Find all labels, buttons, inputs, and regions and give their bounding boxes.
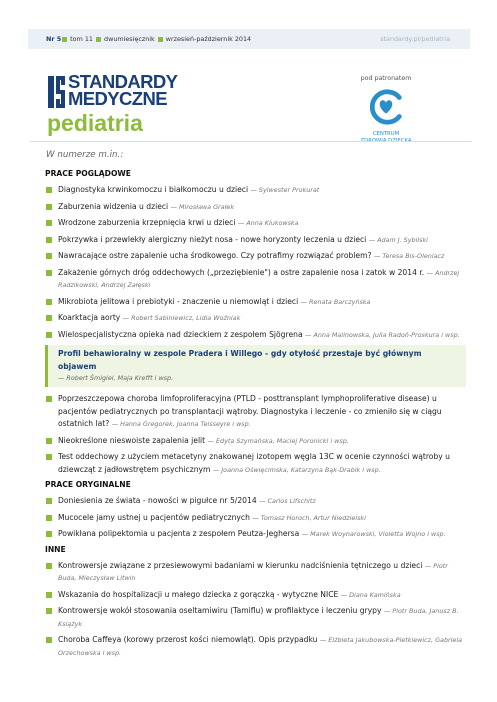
patron-org-line1: CENTRUM bbox=[372, 131, 400, 137]
article-authors: — Robert Sabiniewicz, Lidia Woźniak bbox=[122, 314, 241, 322]
featured-authors: — Robert Śmigiel, Maja Krefft i wsp. bbox=[58, 374, 174, 382]
bullet-icon bbox=[46, 438, 52, 444]
article-authors: — Andrzej Radzikowski, Andrzej Załęski bbox=[58, 268, 460, 289]
article-item[interactable] bbox=[46, 605, 466, 630]
patronage bbox=[355, 75, 417, 145]
article-title[interactable]: Kontrowersje związane z przesiewowymi badaniami w kierunku nadciśnienia tętniczego u dzieci bbox=[58, 560, 423, 570]
brand-line2: MEDYCZNE bbox=[68, 88, 168, 109]
bullet-icon bbox=[46, 637, 52, 643]
article-title[interactable]: Choroba Caffeya (korowy przerost kości niemowląt). Opis przypadku bbox=[58, 635, 318, 644]
article-title[interactable]: Mikrobiota jelitowa i prebiotyki - znaczenie u niemowląt i dzieci bbox=[58, 296, 299, 306]
article-item[interactable] bbox=[46, 329, 466, 342]
article-authors: — Edyta Szymańska, Maciej Poronicki i wsp. bbox=[207, 436, 349, 445]
section-heading-original: PRACE ORYGINALNE bbox=[45, 480, 131, 489]
bullet-icon bbox=[46, 204, 52, 210]
divider bbox=[30, 141, 472, 142]
article-title[interactable]: Zakażenie górnych dróg oddechowych („przeziębienie") a ostre zapalenie nosa i zatok w 2014 r. bbox=[58, 267, 425, 277]
article-title[interactable]: Poprzeszczepowa choroba limfoproliferacyjna (PTLD - posttransplant lymphoproliferative disease) u pacjentów pediatrycznych po transplantacji wątroby. Diagnostyka i leczenie - co zmieniło się w ciągu ostatnich lat? bbox=[58, 394, 442, 428]
article-authors: — Anna Malinowska, Julia Radoń-Proskura i wsp. bbox=[305, 330, 460, 339]
bullet-icon bbox=[46, 187, 52, 193]
article-title[interactable]: Nawracające ostre zapalenie ucha środkowego. Czy potrafimy rozwiązać problem? bbox=[58, 251, 372, 260]
article-authors: — Mirosława Grałek bbox=[170, 202, 235, 211]
article-item[interactable] bbox=[46, 393, 466, 431]
bullet-icon bbox=[46, 563, 52, 569]
journal-title: pediatria bbox=[47, 110, 143, 136]
article-title[interactable]: Test oddechowy z użyciem metacetyny znakowanej izotopem węgla 13C w ocenie czynności wątroby u dziewcząt z jadłowstrętem psychicznym bbox=[58, 452, 450, 474]
bullet-icon bbox=[46, 253, 52, 259]
patron-label: pod patronatem bbox=[360, 75, 412, 82]
article-item[interactable] bbox=[46, 560, 466, 585]
article-authors: — Marek Woynarowski, Violetta Wojno i wsp. bbox=[301, 530, 446, 538]
article-item[interactable] bbox=[46, 250, 466, 263]
brand-name bbox=[68, 73, 177, 107]
bullet-icon bbox=[46, 608, 52, 614]
article-title[interactable]: Wielospecjalistyczna opieka nad dzieckiem z zespołem Sjögrena bbox=[58, 329, 303, 339]
issue-info bbox=[46, 29, 251, 49]
article-item[interactable] bbox=[46, 435, 466, 448]
bullet-icon bbox=[62, 37, 67, 42]
issue-number: Nr 5 bbox=[46, 35, 62, 43]
article-item[interactable] bbox=[46, 201, 466, 214]
bullet-icon bbox=[46, 396, 52, 402]
volume: tom 11 bbox=[70, 35, 93, 43]
bullet-icon bbox=[46, 299, 52, 305]
period: wrzesień-październik 2014 bbox=[165, 35, 252, 43]
heart-logo-icon bbox=[367, 88, 405, 126]
brand-line1: STANDARDY bbox=[68, 71, 178, 92]
in-issue-label: W numerze m.in.: bbox=[46, 150, 124, 160]
article-authors: — Elżbieta Jakubowska-Pietkiewicz, Gabriela Orzechowska i wsp. bbox=[58, 636, 463, 657]
article-item[interactable] bbox=[46, 296, 466, 309]
toc bbox=[46, 169, 466, 663]
article-authors: — Tomasz Horoch, Artur Niedzielski bbox=[252, 513, 366, 522]
article-item[interactable] bbox=[46, 528, 466, 541]
article-item[interactable] bbox=[46, 184, 466, 197]
bullet-icon bbox=[46, 332, 52, 338]
article-title[interactable]: Nieokreślone nieswoiste zapalenia jelit bbox=[58, 435, 206, 445]
bullet-icon bbox=[46, 498, 52, 504]
bullet-icon bbox=[46, 220, 52, 226]
article-title[interactable]: Koarktacja aorty bbox=[58, 313, 121, 322]
article-item[interactable] bbox=[46, 217, 466, 230]
article-title[interactable]: Mucocele jamy ustnej u pacjentów pediatrycznych bbox=[58, 512, 250, 522]
frequency: dwumiesięcznik bbox=[104, 35, 155, 43]
article-item[interactable] bbox=[46, 234, 466, 247]
bullet-icon bbox=[158, 37, 163, 42]
bullet-icon bbox=[46, 454, 52, 460]
bullet-icon bbox=[46, 237, 52, 243]
article-authors: — Diana Kamińska bbox=[340, 590, 401, 599]
bullet-icon bbox=[46, 531, 52, 537]
article-title[interactable]: Zaburzenia widzenia u dzieci bbox=[58, 201, 169, 211]
article-title[interactable]: Kontrowersje wokół stosowania oseltamiwiru (Tamiflu) w profilaktyce i leczeniu grypy bbox=[58, 606, 382, 615]
section-heading-other: INNE bbox=[45, 544, 66, 554]
featured-title[interactable]: Profil behawioralny w zespole Pradera i Willego - gdy otyłość przestaje być głównym objawem bbox=[58, 349, 422, 371]
article-authors: — Renata Barczyńska bbox=[300, 297, 371, 306]
article-title[interactable]: Diagnostyka krwinkomoczu i białkomoczu u dzieci bbox=[58, 185, 249, 194]
article-authors: — Joanna Oświęcimska, Katarzyna Bąk-Drabik i wsp. bbox=[212, 465, 381, 474]
article-authors: — Anna Klukowska bbox=[237, 219, 299, 227]
original-list bbox=[46, 495, 466, 541]
review-list bbox=[46, 184, 466, 341]
article-authors: — Piotr Buda, Janusz B. Książyk bbox=[58, 607, 459, 628]
article-authors: — Adam J. Sybilski bbox=[368, 235, 428, 244]
article-item[interactable] bbox=[46, 512, 466, 525]
patron-org bbox=[355, 131, 417, 145]
article-item[interactable] bbox=[46, 451, 466, 476]
article-title[interactable]: Pokrzywka i przewlekły alergiczny nieżyt nosa - nowe horyzonty leczenia u dzieci bbox=[58, 234, 367, 244]
article-authors: — Hanna Gregorek, Joanna Teisseyre i wsp. bbox=[111, 420, 251, 428]
header-bar bbox=[28, 29, 470, 49]
article-authors: — Carlos Lifschitz bbox=[259, 497, 316, 505]
article-item[interactable] bbox=[46, 312, 466, 325]
bullet-icon bbox=[46, 515, 52, 521]
article-title[interactable]: Wskazania do hospitalizacji u małego dziecka z gorączką - wytyczne NICE bbox=[58, 589, 339, 599]
other-list bbox=[46, 560, 466, 660]
article-authors: — Sylwester Prokurat bbox=[250, 186, 320, 194]
review-list-cont bbox=[46, 393, 466, 476]
section-heading-review: PRACE POGLĄDOWE bbox=[45, 169, 131, 178]
article-authors: — Piotr Buda, Mieczysław Litwin bbox=[58, 561, 448, 582]
article-title[interactable]: Wrodzone zaburzenia krzepnięcia krwi u dzieci bbox=[58, 218, 236, 227]
article-item[interactable] bbox=[46, 589, 466, 602]
bullet-icon bbox=[46, 592, 52, 598]
bullet-icon bbox=[46, 270, 52, 276]
article-item[interactable] bbox=[46, 495, 466, 508]
logo-mark-icon bbox=[48, 76, 65, 108]
article-item[interactable] bbox=[46, 267, 466, 292]
article-title[interactable]: Doniesienia ze świata - nowości w pigułce nr 5/2014 bbox=[58, 496, 257, 505]
bullet-icon bbox=[96, 37, 101, 42]
featured-article[interactable] bbox=[45, 345, 466, 387]
article-title[interactable]: Powikłana polipektomia u pacjenta z zespołem Peutza-Jeghersa bbox=[58, 529, 300, 538]
site-url[interactable]: standardy.pl/pediatria bbox=[380, 35, 450, 43]
article-item[interactable] bbox=[46, 634, 466, 659]
bullet-icon bbox=[46, 315, 52, 321]
article-authors: — Teresa Bis-Oleniacz bbox=[373, 252, 445, 260]
